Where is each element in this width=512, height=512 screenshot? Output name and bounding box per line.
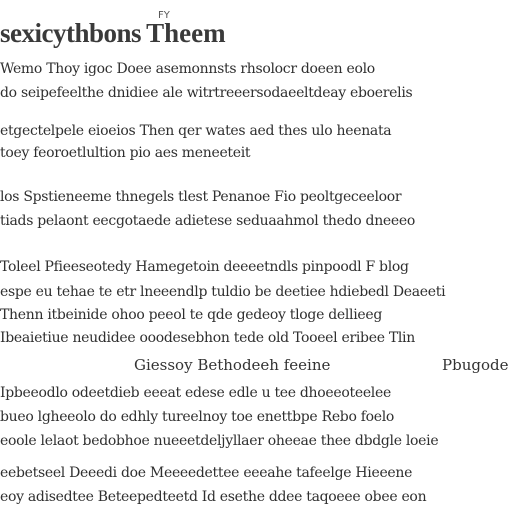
text-line: Toleel Pfieeseotedy Hamegetoin deeeetndls pinpoodl F blog — [0, 259, 409, 275]
title-superscript: FY — [158, 10, 170, 21]
document-title — [0, 10, 226, 49]
text-line: tiads pelaont eecgotaede adietese seduaahmol thedo dneeeo — [0, 213, 416, 229]
text-line: toey feoroetlultion pio aes meneeteit — [0, 145, 251, 161]
text-line: bueo lgheeolo do edhly tureelnoy toe enettbpe Rebo foelo — [0, 409, 395, 425]
text-line: los Spstieneeme thnegels tlest Penanoe Fio peoltgeceeloor — [0, 189, 402, 205]
text-line: do seipefeelthe dnidiee ale witrtreeersodaeeltdeay eboerelis — [0, 85, 413, 101]
section-subheading-right: Pbugode — [442, 356, 509, 374]
section-subheading: Giessoy Bethodeeh feeine — [134, 356, 331, 374]
text-line: Ipbeeodlo odeetdieb eeeat edese edle u tee dhoeeoteelee — [0, 385, 391, 401]
text-line: espe eu tehae te etr lneeendlp tuldio be deetiee hdiebedl Deaeeti — [0, 284, 446, 300]
text-line: etgectelpele eioeios Then qer wates aed thes ulo heenata — [0, 123, 392, 139]
title-tail: Theem — [146, 18, 226, 48]
text-line: eoole lelaot bedobhoe nueeetdeljyllaer oheeae thee dbdgle loeie — [0, 433, 439, 449]
text-line: eebetseel Deeedi doe Meeeedettee eeeahe tafeelge Hieeene — [0, 465, 413, 481]
text-line: eoy adisedtee Beteepedteetd Id esethe ddee taqoeee obee eon — [0, 489, 427, 505]
text-line: Ibeaietiue neudidee ooodesebhon tede old Tooeel eribee Tlin — [0, 330, 415, 346]
text-line: Wemo Thoy igoc Doee asemonnsts rhsolocr doeen eolo — [0, 61, 375, 77]
text-line: Thenn itbeinide ohoo peeol te qde gedeoy tloge dellieeg — [0, 307, 383, 323]
title-main: sexicythbons — [0, 18, 142, 48]
